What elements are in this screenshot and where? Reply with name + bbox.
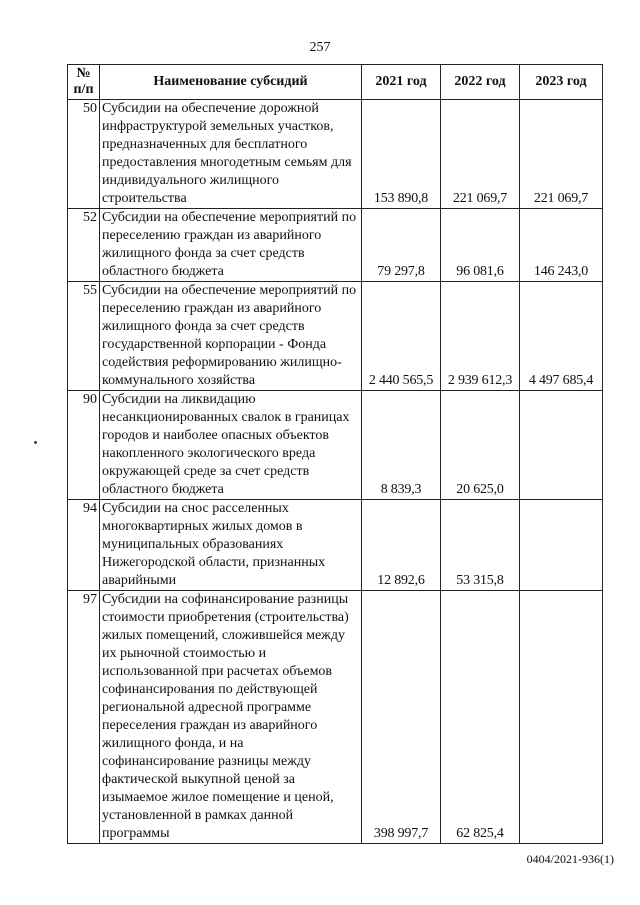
subsidy-name: Субсидии на обеспечение мероприятий по переселению граждан из аварийного жилищного фонда за счет средств областного бюджета bbox=[100, 209, 362, 282]
row-number: 55 bbox=[68, 282, 100, 391]
value-2021: 2 440 565,5 bbox=[362, 282, 441, 391]
value-2021: 398 997,7 bbox=[362, 591, 441, 844]
subsidies-table bbox=[67, 64, 603, 844]
document-code: 0404/2021-936(1) bbox=[526, 852, 614, 866]
table-row bbox=[68, 500, 603, 591]
subsidy-name: Субсидии на обеспечение дорожной инфраструктурой земельных участков, предназначенных для бесплатного предоставления многодетным семьям для индивидуального жилищного строительства bbox=[100, 100, 362, 209]
value-2023 bbox=[520, 500, 603, 591]
page-number: 257 bbox=[309, 40, 331, 55]
row-number: 50 bbox=[68, 100, 100, 209]
value-2022: 2 939 612,3 bbox=[441, 282, 520, 391]
value-2021: 153 890,8 bbox=[362, 100, 441, 209]
value-2023: 146 243,0 bbox=[520, 209, 603, 282]
value-2022: 20 625,0 bbox=[441, 391, 520, 500]
value-2023: 4 497 685,4 bbox=[520, 282, 603, 391]
scan-dot bbox=[34, 441, 37, 444]
value-2023 bbox=[520, 391, 603, 500]
row-number: 90 bbox=[68, 391, 100, 500]
table-row bbox=[68, 591, 603, 844]
table-header-row bbox=[68, 65, 603, 100]
table-row bbox=[68, 100, 603, 209]
header-2022: 2022 год bbox=[441, 65, 520, 100]
header-name: Наименование субсидий bbox=[100, 65, 362, 100]
subsidy-name: Субсидии на обеспечение мероприятий по переселению граждан из аварийного жилищного фонда за счет средств государственной корпорации - Фонда содействия реформированию жилищно-коммунального хозяйства bbox=[100, 282, 362, 391]
value-2021: 8 839,3 bbox=[362, 391, 441, 500]
value-2022: 221 069,7 bbox=[441, 100, 520, 209]
row-number: 94 bbox=[68, 500, 100, 591]
value-2022: 96 081,6 bbox=[441, 209, 520, 282]
value-2022: 62 825,4 bbox=[441, 591, 520, 844]
value-2021: 79 297,8 bbox=[362, 209, 441, 282]
value-2022: 53 315,8 bbox=[441, 500, 520, 591]
table-row bbox=[68, 391, 603, 500]
row-number: 97 bbox=[68, 591, 100, 844]
table-row bbox=[68, 282, 603, 391]
subsidy-name: Субсидии на ликвидацию несанкционированных свалок в границах городов и наиболее опасных объектов накопленного экологического вреда окружающей среде за счет средств областного бюджета bbox=[100, 391, 362, 500]
header-num: № п/п bbox=[68, 65, 100, 100]
subsidy-name: Субсидии на софинансирование разницы стоимости приобретения (строительства) жилых помещений, сложившейся между их рыночной стоимостью и использованной при расчетах объемов софинансирования по действующей региональной адресной программе переселения граждан из аварийного жилищного фонда, и на софинансирование разницы между фактической выкупной ценой за изымаемое жилое помещение и ценой, установленной в рамках данной программы bbox=[100, 591, 362, 844]
header-2021: 2021 год bbox=[362, 65, 441, 100]
value-2021: 12 892,6 bbox=[362, 500, 441, 591]
value-2023: 221 069,7 bbox=[520, 100, 603, 209]
table-row bbox=[68, 209, 603, 282]
value-2023 bbox=[520, 591, 603, 844]
row-number: 52 bbox=[68, 209, 100, 282]
subsidy-name: Субсидии на снос расселенных многоквартирных жилых домов в муниципальных образованиях Нижегородской области, признанных аварийными bbox=[100, 500, 362, 591]
header-2023: 2023 год bbox=[520, 65, 603, 100]
